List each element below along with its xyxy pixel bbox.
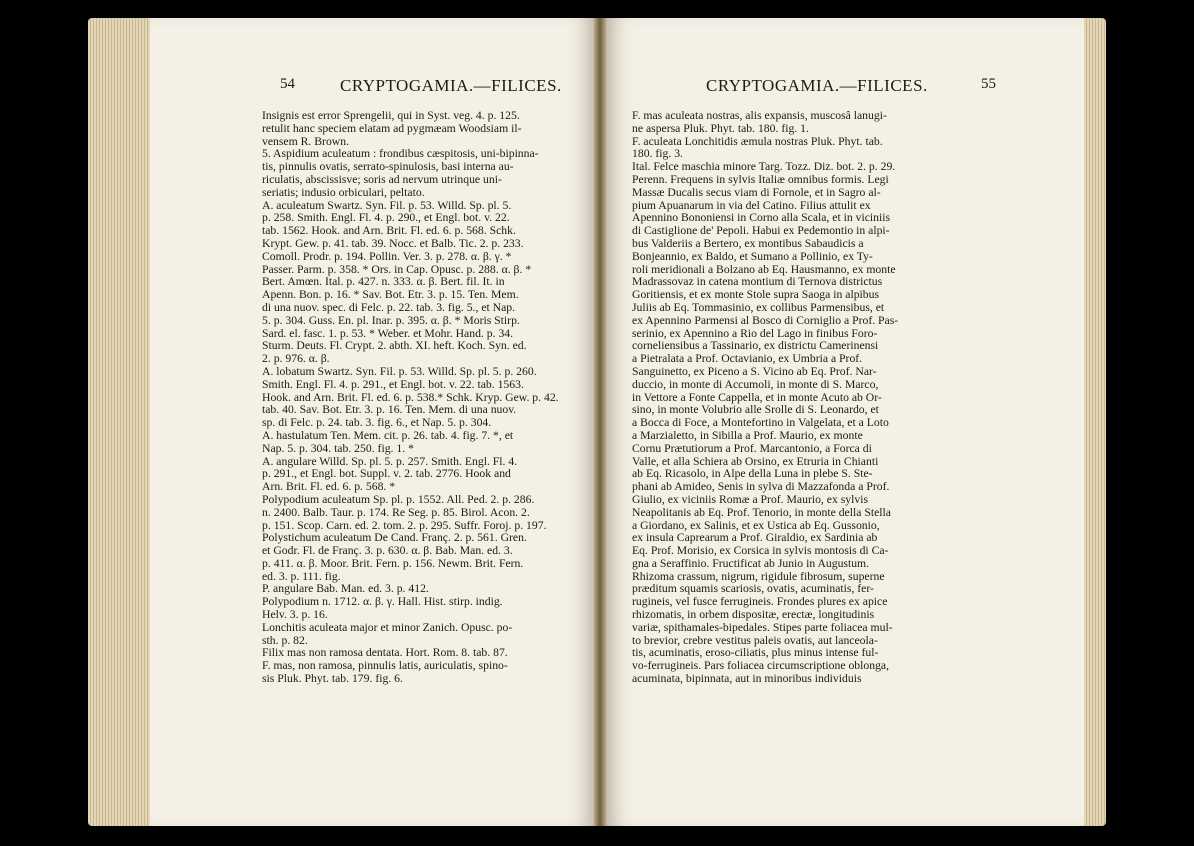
text-line: Sturm. Deuts. Fl. Crypt. 2. abth. XI. heft. Koch. Syn. ed. xyxy=(262,340,527,353)
text-line: ex insula Caprearum a Prof. Giraldio, ex Sardinia ab xyxy=(632,532,878,545)
text-line: Ital. Felce maschia minore Targ. Tozz. Diz. bot. 2. p. 29. xyxy=(632,161,896,174)
left-page-header xyxy=(280,76,570,108)
text-line: Polystichum aculeatum De Cand. Franç. 2. p. 561. Gren. xyxy=(262,532,527,545)
text-line: Lonchitis aculeata major et minor Zanich. Opusc. po- xyxy=(262,621,513,634)
text-line: A. hastulatum Ten. Mem. cit. p. 26. tab. 4. fig. 7. *, et xyxy=(262,429,514,442)
text-line: A. lobatum Swartz. Syn. Fil. p. 53. Willd. Sp. pl. 5. p. 260. xyxy=(262,365,537,378)
text-line: roli meridionali a Bolzano ab Eq. Hausmanno, ex monte xyxy=(632,263,896,276)
text-line: Bert. Amœn. Ital. p. 427. n. 333. α. β. Bert. fil. It. in xyxy=(262,276,505,289)
book-fore-edge-right xyxy=(1084,18,1106,826)
text-line: n. 2400. Balb. Taur. p. 174. Re Seg. p. 85. Birol. Acon. 2. xyxy=(262,506,530,519)
text-line: ed. 3. p. 111. fig. xyxy=(262,570,341,583)
text-line: Helv. 3. p. 16. xyxy=(262,609,328,622)
text-line: Cornu Prætutiorum a Prof. Marcantonio, a Forca di xyxy=(632,442,872,455)
text-line: 2. p. 976. α. β. xyxy=(262,353,330,366)
text-line: Sard. el. fasc. 1. p. 53. * Weber. et Mohr. Hand. p. 34. xyxy=(262,327,514,340)
text-line: vensem R. Brown. xyxy=(262,135,349,148)
text-line: 180. fig. 3. xyxy=(632,148,683,161)
book-fore-edge-left xyxy=(88,18,152,826)
text-line: et Godr. Fl. de Franç. 3. p. 630. α. β. Bab. Man. ed. 3. xyxy=(262,545,513,558)
text-line: Filix mas non ramosa dentata. Hort. Rom. 8. tab. 87. xyxy=(262,647,508,660)
text-line: Goritiensis, et ex monte Stole supra Saoga in alpibus xyxy=(632,289,880,302)
text-line: rhizomatis, in orbem dispositæ, erectæ, longitudinis xyxy=(632,609,875,622)
left-running-title: CRYPTOGAMIA.—FILICES. xyxy=(340,76,562,95)
text-line: p. 291., et Engl. bot. Suppl. v. 2. tab. 2776. Hook and xyxy=(262,468,511,481)
text-line: variæ, spithamales-bipedales. Stipes parte foliacea mul- xyxy=(632,621,893,634)
text-line: Neapolitanis ab Eq. Prof. Tenorio, in monte della Stella xyxy=(632,506,891,519)
text-line: tis, acuminatis, eroso-ciliatis, plus minus intense ful- xyxy=(632,647,879,660)
text-line: phani ab Amideo, Senis in sylva di Mazzafonda a Prof. xyxy=(632,481,890,494)
text-line: di Castiglione de' Pepoli. Habui ex Pedemontio in alpi- xyxy=(632,225,890,238)
text-line: Rhizoma crassum, nigrum, rigidule fibrosum, superne xyxy=(632,570,885,583)
text-line: F. mas, non ramosa, pinnulis latis, auriculatis, spino- xyxy=(262,660,508,673)
text-line: di una nuov. spec. di Felc. p. 22. tab. 3. fig. 5., et Nap. xyxy=(262,301,516,314)
text-line: A. angulare Willd. Sp. pl. 5. p. 257. Smith. Engl. Fl. 4. xyxy=(262,455,518,468)
text-line: sth. p. 82. xyxy=(262,634,308,647)
text-line: Insignis est error Sprengelii, qui in Syst. veg. 4. p. 125. xyxy=(262,110,520,122)
text-line: to brevior, crebre vestitus paleis ovatis, aut lanceola- xyxy=(632,634,878,647)
text-line: Nap. 5. p. 304. tab. 250. fig. 1. * xyxy=(262,442,414,455)
text-line: tab. 1562. Hook. and Arn. Brit. Fl. ed. 6. p. 568. Schk. xyxy=(262,225,516,238)
book-gutter xyxy=(594,18,606,826)
text-line: Apenn. Bon. p. 16. * Sav. Bot. Etr. 3. p. 15. Ten. Mem. xyxy=(262,289,519,302)
text-line: Arn. Brit. Fl. ed. 6. p. 568. * xyxy=(262,481,396,494)
text-line: Eq. Prof. Morisio, ex Corsica in sylvis montosis di Ca- xyxy=(632,545,889,558)
text-line: riculatis, abscissisve; soris ad nervum utrinque uni- xyxy=(262,173,502,186)
right-page-text xyxy=(632,110,977,686)
text-line: Juliis ab Eq. Tommasinio, ex collibus Parmensibus, et xyxy=(632,301,885,314)
text-line: P. angulare Bab. Man. ed. 3. p. 412. xyxy=(262,583,429,596)
text-line: ne aspersa Pluk. Phyt. tab. 180. fig. 1. xyxy=(632,122,809,135)
text-line: præditum squamis scariosis, ovatis, acuminatis, fer- xyxy=(632,583,874,596)
text-line: Massæ Ducalis secus viam di Fornole, et in Sagro al- xyxy=(632,186,881,199)
text-line: serinio, ex Apennino a Rio del Lago in finibus Foro- xyxy=(632,327,878,340)
text-line: duccio, in monte di Accumoli, in monte di S. Marco, xyxy=(632,378,879,391)
left-page-number: 54 xyxy=(280,76,295,92)
text-line: a Pietralata a Prof. Octavianio, ex Umbria a Prof. xyxy=(632,353,863,366)
text-line: 5. Aspidium aculeatum : frondibus cæspitosis, uni-bipinna- xyxy=(262,148,539,161)
text-line: p. 411. α. β. Moor. Brit. Fern. p. 156. Newm. Brit. Fern. xyxy=(262,557,524,570)
text-line: sis Pluk. Phyt. tab. 179. fig. 6. xyxy=(262,673,403,686)
left-page-text xyxy=(262,110,582,686)
text-line: gna a Seraffinio. Fructificat ab Junio in Augustum. xyxy=(632,557,870,570)
text-line: corneliensibus a Tassinario, ex districtu Camerinensi xyxy=(632,340,879,353)
right-running-title: CRYPTOGAMIA.—FILICES. xyxy=(706,76,928,95)
text-line: seriatis; indusio orbiculari, peltato. xyxy=(262,186,425,199)
text-line: sino, in monte Volubrio alle Srolle di S. Leonardo, et xyxy=(632,404,879,417)
text-line: sp. di Felc. p. 24. tab. 3. fig. 6., et Nap. 5. p. 304. xyxy=(262,417,492,430)
text-line: in Vettore a Fonte Cappella, et in monte Acuto ab Or- xyxy=(632,391,882,404)
text-line: Valle, et alla Schiera ab Orsino, ex Etruria in Chianti xyxy=(632,455,879,468)
text-line: Perenn. Frequens in sylvis Italiæ omnibus formis. Legi xyxy=(632,173,889,186)
text-line: a Bocca di Foce, a Montefortino in Valgelata, et a Loto xyxy=(632,417,889,430)
text-line: Apennino Bononiensi in Corno alla Scala, et in viciniis xyxy=(632,212,891,225)
text-line: F. mas aculeata nostras, alis expansis, muscosâ lanugi- xyxy=(632,110,887,122)
text-line: Bonjeannio, ex Baldo, et Sumano a Pollinio, ex Ty- xyxy=(632,250,873,263)
text-line: Polypodium n. 1712. α. β. γ. Hall. Hist. stirp. indig. xyxy=(262,596,503,609)
text-line: tab. 40. Sav. Bot. Etr. 3. p. 16. Ten. Mem. di una nuov. xyxy=(262,404,517,417)
text-line: bus Valderiis a Bertero, ex montibus Sabaudicis a xyxy=(632,237,864,250)
text-line: a Giordano, ex Salinis, et ex Ustica ab Eq. Gussonio, xyxy=(632,519,880,532)
text-line: p. 258. Smith. Engl. Fl. 4. p. 290., et Engl. bot. v. 22. xyxy=(262,212,510,225)
text-line: ex Apennino Parmensi al Bosco di Corniglio a Prof. Pas- xyxy=(632,314,899,327)
text-line: tis, pinnulis ovatis, serrato-spinulosis, basi interna au- xyxy=(262,161,514,174)
right-page xyxy=(606,18,1084,826)
text-line: vo-ferrugineis. Pars foliacea circumscriptione oblonga, xyxy=(632,660,890,673)
text-line: Krypt. Gew. p. 41. tab. 39. Nocc. et Balb. Tic. 2. p. 233. xyxy=(262,237,524,250)
text-line: Giulio, ex viciniis Romæ a Prof. Maurio, ex sylvis xyxy=(632,493,869,506)
left-page xyxy=(150,18,595,826)
text-line: Sanguinetto, ex Piceno a S. Vicino ab Eq. Prof. Nar- xyxy=(632,365,877,378)
right-page-header xyxy=(706,76,996,108)
text-line: p. 151. Scop. Carn. ed. 2. tom. 2. p. 295. Suffr. Foroj. p. 197. xyxy=(262,519,547,532)
text-line: Comoll. Prodr. p. 194. Pollin. Ver. 3. p. 278. α. β. γ. * xyxy=(262,250,512,263)
text-line: a Marzialetto, in Sibilla a Prof. Maurio, ex monte xyxy=(632,429,863,442)
right-page-number: 55 xyxy=(981,76,996,92)
text-line: Madrassovaz in catena montium di Ternova districtus xyxy=(632,276,883,289)
text-line: pium Apuanarum in via del Catino. Filius attulit ex xyxy=(632,199,871,212)
text-line: 5. p. 304. Guss. En. pl. Inar. p. 395. α. β. * Moris Stirp. xyxy=(262,314,520,327)
text-line: Hook. and Arn. Brit. Fl. ed. 6. p. 538.* Schk. Kryp. Gew. p. 42. xyxy=(262,391,559,404)
text-line: rugineis, vel fusce ferrugineis. Frondes plures ex apice xyxy=(632,596,888,609)
text-line: F. aculeata Lonchitidis æmula nostras Pluk. Phyt. tab. xyxy=(632,135,883,148)
text-line: Smith. Engl. Fl. 4. p. 291., et Engl. bot. v. 22. tab. 1563. xyxy=(262,378,524,391)
text-line: retulit hanc speciem elatam ad pygmæam Woodsiam il- xyxy=(262,122,522,135)
text-line: Polypodium aculeatum Sp. pl. p. 1552. All. Ped. 2. p. 286. xyxy=(262,493,535,506)
text-line: Passer. Parm. p. 358. * Ors. in Cap. Opusc. p. 288. α. β. * xyxy=(262,263,532,276)
text-line: ab Eq. Ricasolo, in Alpe della Luna in plebe S. Ste- xyxy=(632,468,873,481)
text-line: A. aculeatum Swartz. Syn. Fil. p. 53. Willd. Sp. pl. 5. xyxy=(262,199,512,212)
text-line: acuminata, bipinnata, aut in minoribus individuis xyxy=(632,673,862,686)
